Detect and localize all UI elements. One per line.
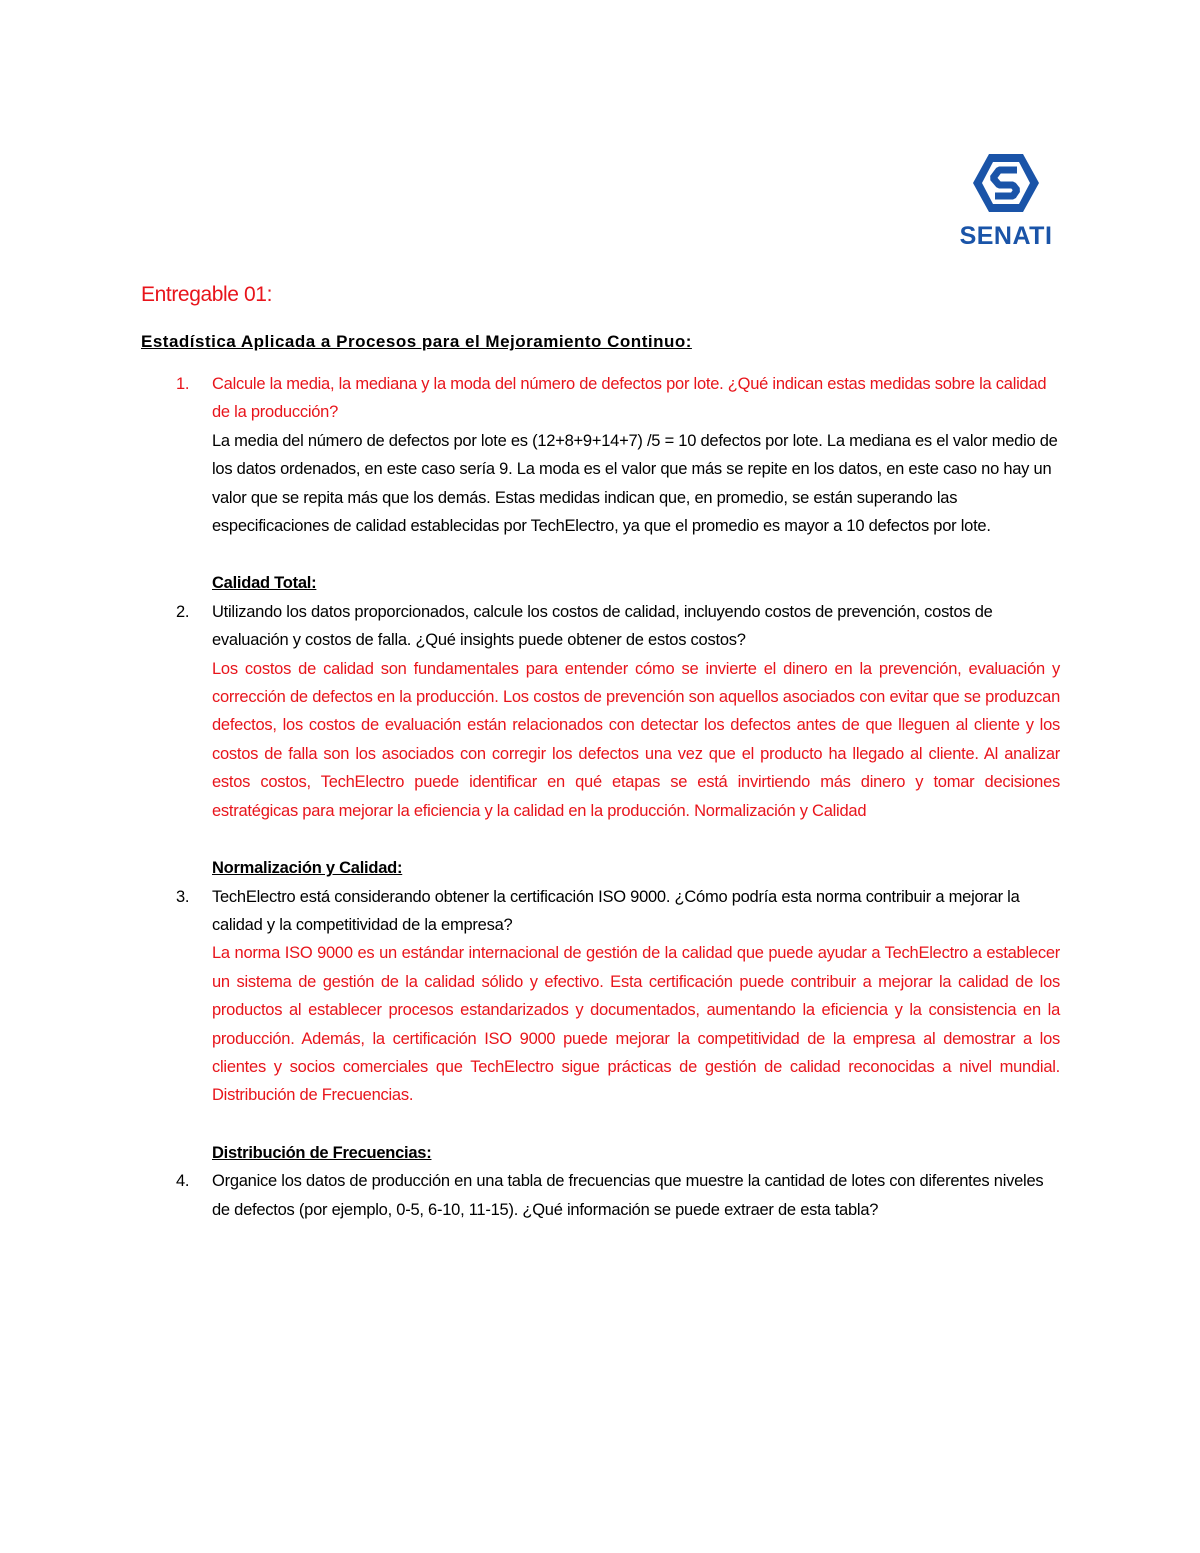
- item-number: 3.: [176, 887, 190, 906]
- list-item: [176, 883, 1060, 1110]
- item-number: 1.: [176, 375, 190, 393]
- answer-text: La media del número de defectos por lote es (12+8+9+14+7) /5 = 10 defectos por lote. La mediana es el valor medio de los datos ordenados, en este caso sería 9. La moda es el valor que más se repite en los datos, en este caso no hay un valor que se repita más que los demás. Estas medidas indican que, en promedio, se están superando las especificaciones de calidad establecidas por TechElectro, ya que el promedio es mayor a 10 defectos por lote.: [212, 431, 1058, 536]
- list-item: [176, 598, 1060, 825]
- course-title: Estadística Aplicada a Procesos para el Mejoramiento Continuo:: [141, 332, 692, 351]
- list-item: [176, 1167, 1060, 1224]
- section-heading: Distribución de Frecuencias:: [212, 1143, 432, 1162]
- answer-text: La norma ISO 9000 es un estándar internacional de gestión de la calidad que puede ayudar a TechElectro a establecer un sistema de gestión de la calidad sólido y efectivo. Esta certificación puede contribuir a mejorar la calidad de los productos al establecer procesos estandarizados y documentados, aumentando la eficiencia y la consistencia en la producción. Además, la certificación ISO 9000 puede mejorar la competitividad de la empresa al demostrar a los clientes y socios comerciales que TechElectro sigue prácticas de gestión de calidad reconocidas a nivel mundial. Distribución de Frecuencias.: [212, 944, 1060, 1105]
- section-heading: Normalización y Calidad:: [212, 859, 403, 878]
- senati-logo: [946, 152, 1066, 252]
- deliverable-title: Entregable 01:: [141, 283, 273, 306]
- item-number: 2.: [176, 602, 190, 621]
- list-item: [176, 370, 1060, 540]
- document-body: [0, 370, 1200, 1224]
- question-text: TechElectro está considerando obtener la certificación ISO 9000. ¿Cómo podría esta norma contribuir a mejorar la calidad y la competitividad de la empresa?: [212, 887, 1020, 934]
- item-number: 4.: [176, 1172, 190, 1191]
- section-heading: Calidad Total:: [212, 574, 317, 593]
- question-text: Calcule la media, la mediana y la moda del número de defectos por lote. ¿Qué indican estas medidas sobre la calidad de la producción?: [212, 375, 1047, 422]
- answer-text: Los costos de calidad son fundamentales para entender cómo se invierte el dinero en la prevención, evaluación y corrección de defectos en la producción. Los costos de prevención son aquellos asociados con evitar que se produzcan defectos, los costos de evaluación están relacionados con detectar los defectos antes de que lleguen al cliente y los costos de falla son los asociados con corregir los defectos una vez que el producto ha llegado al cliente. Al analizar estos costos, TechElectro puede identificar en qué etapas se está invirtiendo más dinero y tomar decisiones estratégicas para mejorar la eficiencia y la calidad en la producción. Normalización y Calidad: [212, 659, 1060, 820]
- senati-emblem-icon: [972, 152, 1040, 214]
- question-text: Organice los datos de producción en una tabla de frecuencias que muestre la cantidad de lotes con diferentes niveles de defectos (por ejemplo, 0-5, 6-10, 11-15). ¿Qué información se puede extraer de esta tabla?: [212, 1172, 1044, 1219]
- logo-wordmark: SENATI: [959, 222, 1053, 250]
- question-text: Utilizando los datos proporcionados, calcule los costos de calidad, incluyendo costos de prevención, costos de evaluación y costos de falla. ¿Qué insights puede obtener de estos costos?: [212, 602, 993, 650]
